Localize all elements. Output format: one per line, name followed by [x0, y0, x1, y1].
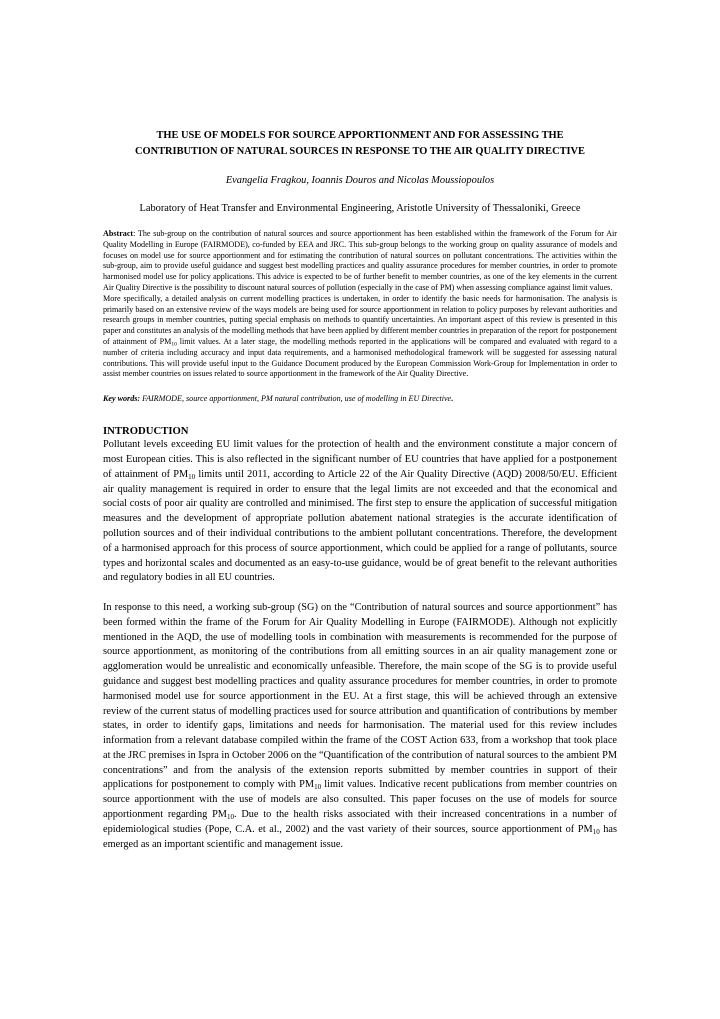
abstract-text-2a: More specifically, a detailed analysis on current modelling practices is undertaken, in order to identify the basic needs for harmonisation. The analysis is primarily based on an extensive review of the ways models are being used for source apportionment in relation to policy purposes by relevant authorities and research groups in member countries, putting special emphasis on methods to quantify uncertainties. An important aspect of this review is presented in this paper and constitutes an analysis of the modelling methods that have been applied by different member countries in preparation of the report for postponement of attainment of PM	[103, 293, 617, 346]
intro-p2-subscript-1: 10	[314, 783, 322, 792]
keywords	[103, 393, 617, 404]
keywords-label: Key words:	[103, 394, 141, 404]
abstract-paragraph-1	[103, 229, 617, 294]
intro-p1-a: Pollutant levels exceeding EU limit values for the protection of health and the environment constitute a major concern of most European cities. This is also reflected in the significant number of EU countries that have applied for a postponement of attainment of PM	[103, 439, 617, 480]
intro-p2-subscript-2: 10	[226, 812, 234, 821]
title-line-1: THE USE OF MODELS FOR SOURCE APPORTIONMENT AND FOR ASSESSING THE	[156, 130, 564, 141]
paper-title	[103, 128, 617, 160]
introduction-body	[103, 438, 617, 852]
intro-p2-c: . Due to the health risks associated with their increased concentrations in a number of epidemiological studies (Pope, C.A. et al., 2002) and the vast variety of their sources, source apportionment of PM	[103, 809, 617, 835]
paper-page	[103, 128, 617, 852]
abstract-text-1: : The sub-group on the contribution of natural sources and source apportionment has been established within the framework of the Forum for Air Quality Modelling in Europe (FAIRMODE), co-funded by EEA and JRC. This sub-group belongs to the working group on quality assurance of models and focuses on model use for source apportionment and for estimating the contribution of natural sources on pollutant concentrations. The activities within the sub-group, aim to provide useful guidance and suggest best modelling practices and quality assurance procedures for member countries, in order to promote harmonised model use for policy applications. This advice is expected to be of further benefit to member countries, as one of the key elements in the current Air Quality Directive is the possibility to discount natural sources of pollution (especially in the case of PM) when assessing compliance against limit values.	[103, 229, 617, 292]
introduction-heading: INTRODUCTION	[103, 425, 189, 438]
intro-p2-d: has emerged as an important scientific and management issue.	[103, 823, 617, 850]
keywords-end: .	[451, 394, 454, 404]
intro-p1-b: limits until 2011, according to Article 22 of the Air Quality Directive (AQD) 2008/50/EU. Efficient air quality management is required in order to ensure that the legal limits are not exceeded and that the economical and social costs of poor air quality are controlled and minimised. The first step to ensure the application of successful mitigation measures and the development of appropriate pollution abatement national strategies is the accurate identification of pollution sources and of their individual contributions to the ambient pollutant concentrations. Therefore, the development of a harmonised approach for this process of source apportionment, which could be applied for a range of pollutants, source types and horizontal scales and documented as an easy-to-use guidance, would be of great benefit to the relevant authorities and regulatory bodies in all EU countries.	[103, 468, 617, 584]
authors: Evangelia Fragkou, Ioannis Douros and Nicolas Moussiopoulos	[225, 175, 495, 186]
affiliation: Laboratory of Heat Transfer and Environmental Engineering, Aristotle University of Thessaloniki, Greece	[139, 203, 581, 214]
intro-paragraph-2	[103, 601, 617, 853]
intro-p2-subscript-3: 10	[592, 827, 600, 836]
keywords-text: FAIRMODE, source apportionment, PM natural contribution, use of modelling in EU Directive	[140, 394, 452, 404]
abstract-label: Abstract	[103, 229, 134, 238]
title-line-2: CONTRIBUTION OF NATURAL SOURCES IN RESPONSE TO THE AIR QUALITY DIRECTIVE	[135, 146, 585, 157]
abstract-paragraph-2	[103, 294, 617, 380]
intro-paragraph-1	[103, 438, 617, 586]
abstract	[103, 229, 617, 380]
abstract-subscript: 10	[171, 341, 177, 348]
intro-p1-subscript: 10	[188, 472, 196, 481]
intro-p2-b: limit values. Indicative recent publications from member countries on source apportionment with the use of models are also consulted. This paper focuses on the use of models for source apportionment regarding PM	[103, 779, 617, 821]
abstract-text-2b: limit values. At a later stage, the modelling methods reported in the applications will be compared and evaluated with regard to a number of criteria including accuracy and input data requirements, and a harmonised methodological framework will be suggested for assessing natural contributions. This will provide useful input to the Guidance Document produced by the European Commission Work-Group for Implementation in order to assist member countries on issues related to source apportionment in the framework of the Air Quality Directive.	[103, 336, 617, 379]
intro-p2-a: In response to this need, a working sub-group (SG) on the “Contribution of natural sources and source apportionment” has been formed within the frame of the Forum for Air Quality Modelling in Europe (FAIRMODE). Although not explicitly mentioned in the AQD, the use of modelling tools in combination with measurements is recommended for the purpose of source apportionment, as monitoring of the contributions from all emitting sources in an air quality management zone or agglomeration would be unrealistic and economically unfeasible. Therefore, the main scope of the SG is to provide useful guidance and suggest best modelling practices and quality assurance procedures for member countries, in order to promote harmonised model use for source apportionment in the EU. At a first stage, this will be achieved through an extensive review of the current status of modelling practices used for source attribution and quantification of contributions by member states, in order to identify gaps, limitations and needs for harmonisation. The material used for this review includes information from a relevant database compiled within the frame of the COST Action 633, from a workshop that took place at the JRC premises in Ispra in October 2006 on the “Quantification of the contribution of natural sources to the ambient PM concentrations” and from the analysis of the extension reports submitted by member countries in support of their applications for postponement to comply with PM	[103, 601, 617, 791]
